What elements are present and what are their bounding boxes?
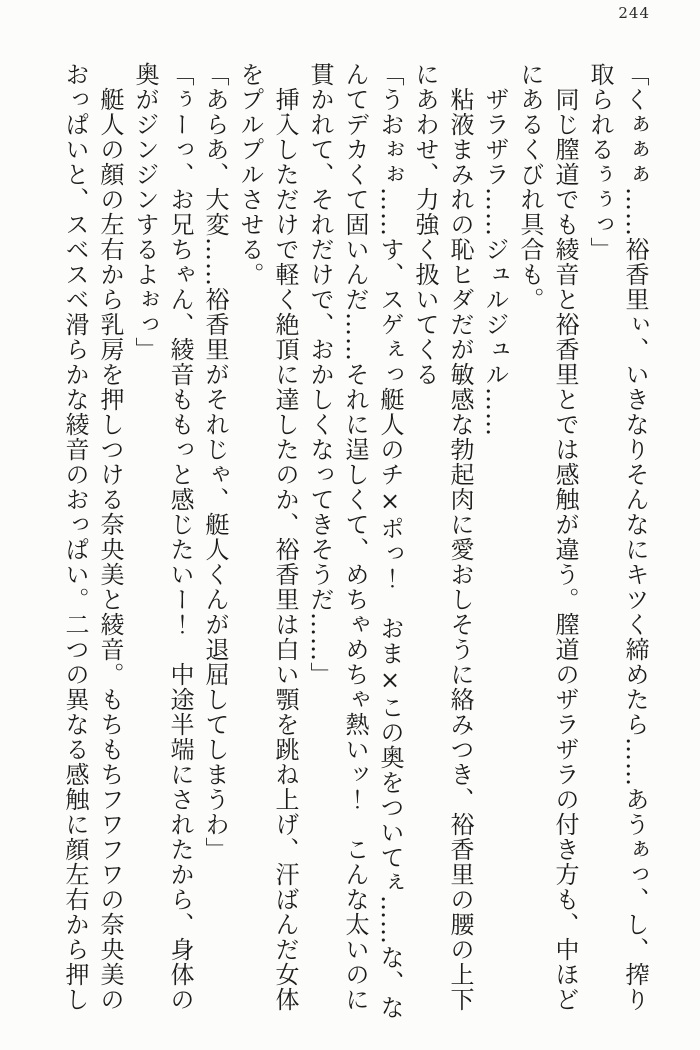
text-column: 艇人の顔の左右から乳房を押しつける奈央美と綾音。もちもちフワフワの奈央美の bbox=[96, 62, 124, 1012]
page-number: 244 bbox=[618, 4, 650, 22]
text-column: おっぱいと、スベスベ滑らかな綾音のおっぱい。二つの異なる感触に顔左右から押し bbox=[61, 62, 89, 1012]
text-column: をプルプルさせる。 bbox=[236, 62, 264, 287]
text-column: にあるくびれ具合も。 bbox=[516, 62, 544, 312]
text-column: んてデカくて固いんだ……それに逞しくて、めちゃめちゃ熱いッ！ こんな太いのに bbox=[341, 62, 369, 1012]
text-column: 「ぅーっ、お兄ちゃん、綾音ももっと感じたいー！ 中途半端にされたから、身体の bbox=[166, 62, 194, 1012]
text-column: 取られるぅぅっ」 bbox=[586, 62, 614, 262]
text-column: 「あらあ、大変……裕香里がそれじゃ、艇人くんが退屈してしまうわ」 bbox=[201, 62, 229, 862]
text-column: 奥がジンジンするよぉっ」 bbox=[131, 62, 159, 362]
text-column: ザラザラ……ジュルジュル…… bbox=[481, 62, 509, 437]
text-column: 「うおぉぉ……す、スゲぇっ艇人のチ×ポっ！ おま×この奥をついてぇ……な、な bbox=[376, 62, 404, 1020]
text-column: にあわせ、力強く扱いてくる bbox=[411, 62, 439, 387]
text-column: 粘液まみれの恥ヒダだが敏感な勃起肉に愛おしそうに絡みつき、裕香里の腰の上下 bbox=[446, 62, 474, 1012]
text-column: 同じ膣道でも綾音と裕香里とでは感触が違う。膣道のザラザラの付き方も、中ほど bbox=[551, 62, 579, 1012]
text-column: 貫かれて、それだけで、おかしくなってきそうだ……」 bbox=[306, 62, 334, 687]
page-text-block bbox=[57, 62, 652, 1020]
text-column: 「くぁぁぁ……裕香里ぃ、いきなりそんなにキツく締めたら……あうぁっ、し、搾り bbox=[621, 62, 649, 1012]
text-column: 挿入しただけで軽く絶頂に達したのか、裕香里は白い顎を跳ね上げ、汗ばんだ女体 bbox=[271, 62, 299, 1012]
